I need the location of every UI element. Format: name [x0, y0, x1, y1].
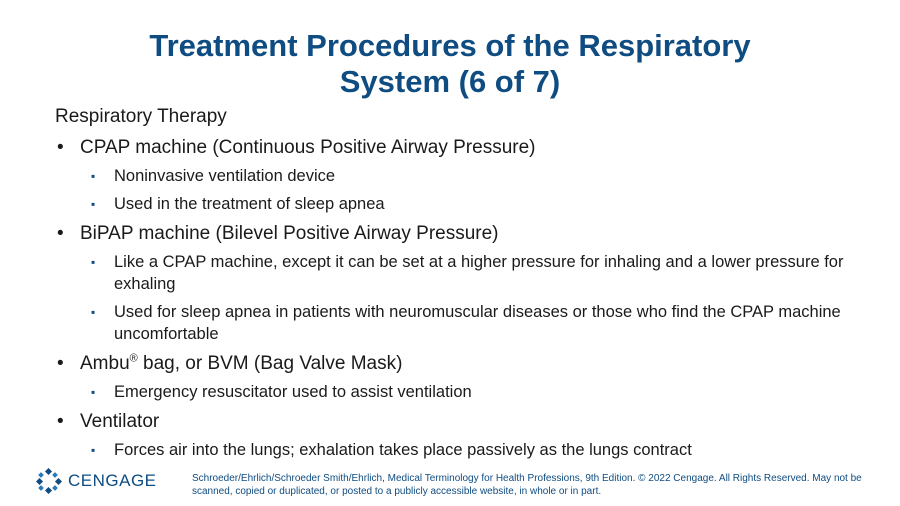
- bullet-icon: •: [57, 137, 64, 158]
- sub-list-item: [55, 439, 855, 461]
- sub-list-item-text: Used for sleep apnea in patients with neuromuscular diseases or those who find the CPAP machine uncomfortable: [114, 303, 841, 343]
- cengage-logo-icon: [36, 468, 62, 494]
- sub-list-item: [55, 165, 855, 187]
- slide-title-line1: Treatment Procedures of the Respiratory: [149, 28, 751, 63]
- list-item-text-bag: bag, or BVM (Bag Valve Mask): [137, 353, 403, 374]
- list-item-text: Ventilator: [80, 411, 160, 432]
- list-item-bipap: [55, 221, 855, 246]
- copyright-notice: Schroeder/Ehrlich/Schroeder Smith/Ehrlich, Medical Terminology for Health Professions, 9th Edition. © 2022 Cengage. All Rights Reserved. May not be scanned, copied or duplicated, or posted to a publicly accessible website, in whole or in part.: [192, 473, 862, 497]
- sub-list-item: [55, 381, 855, 403]
- list-item-cpap: [55, 135, 855, 160]
- slide-title-line2: System (6 of 7): [339, 64, 561, 99]
- square-bullet-icon: ▪: [91, 443, 96, 457]
- sub-list-item: [55, 193, 855, 215]
- sub-list-item-text: Used in the treatment of sleep apnea: [114, 195, 385, 213]
- bullet-icon: •: [57, 223, 64, 244]
- square-bullet-icon: ▪: [91, 305, 96, 319]
- section-heading: Respiratory Therapy: [55, 106, 227, 127]
- sub-list-item-text: Forces air into the lungs; exhalation takes place passively as the lungs contract: [114, 441, 692, 459]
- bullet-icon: •: [57, 411, 64, 432]
- square-bullet-icon: ▪: [91, 255, 96, 269]
- bullet-icon: •: [57, 353, 64, 374]
- list-item-text: BiPAP machine (Bilevel Positive Airway Pressure): [80, 223, 499, 244]
- list-item-text: CPAP machine (Continuous Positive Airway Pressure): [80, 137, 536, 158]
- list-item-ambu: [55, 351, 855, 376]
- list-item-text-ambu: Ambu: [80, 353, 130, 374]
- sub-list-item-text: Emergency resuscitator used to assist ventilation: [114, 383, 472, 401]
- cengage-logo-text: CENGAGE: [68, 471, 157, 490]
- list-item-ventilator: [55, 409, 855, 434]
- sub-list-item-text: Like a CPAP machine, except it can be set at a higher pressure for inhaling and a lower pressure for exhaling: [114, 253, 844, 293]
- sub-list-item: [55, 251, 855, 295]
- square-bullet-icon: ▪: [91, 169, 96, 183]
- slide-content: [55, 104, 855, 467]
- square-bullet-icon: ▪: [91, 385, 96, 399]
- sub-list-item-text: Noninvasive ventilation device: [114, 167, 336, 185]
- sub-list-item: [55, 301, 855, 345]
- registered-mark: ®: [129, 352, 138, 365]
- cengage-logo: [36, 468, 157, 494]
- slide-title: [0, 28, 900, 100]
- square-bullet-icon: ▪: [91, 197, 96, 211]
